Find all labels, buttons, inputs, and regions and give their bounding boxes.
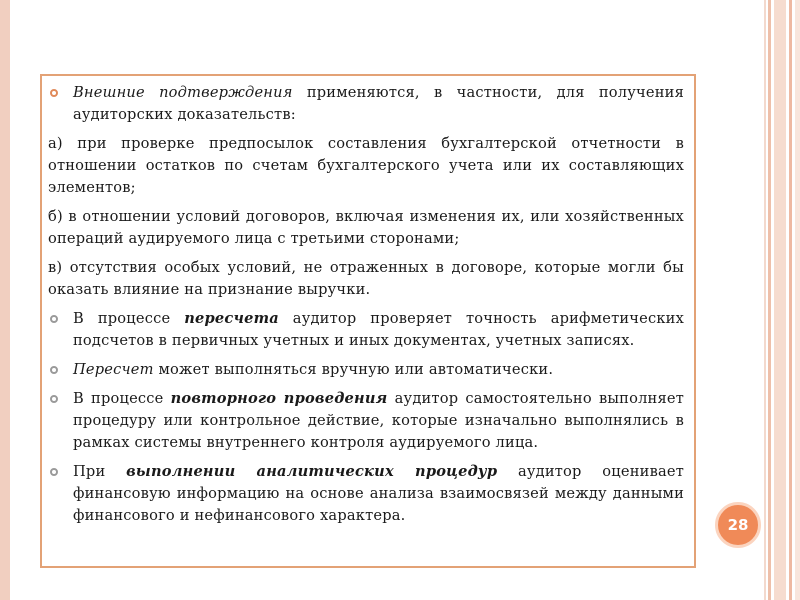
- bullet-paragraph: [48, 308, 684, 352]
- text-run: аудитор самостоятельно выполняет процедуру или контрольное действие, которые изначально выполнялись в рамках системы внутреннего контроля аудируемого лица.: [73, 390, 685, 451]
- stripe: [795, 0, 800, 600]
- list-item: [48, 257, 684, 301]
- bullet-circle-icon: [50, 395, 58, 403]
- list-item: [48, 206, 684, 250]
- list-item: [48, 133, 684, 199]
- bullet-circle-icon: [50, 468, 58, 476]
- text-run: В процессе: [73, 390, 171, 407]
- bullet-circle-icon: [50, 315, 58, 323]
- left-decorative-stripe: [0, 0, 10, 600]
- bullet-paragraph: [48, 82, 684, 126]
- page-number: 28: [727, 516, 749, 534]
- text-run: а) при проверке предпосылок составления бухгалтерской отчетности в отношении остатков по счетам бухгалтерского учета или их составляющих элементов;: [48, 135, 684, 196]
- stripe: [789, 0, 792, 600]
- emphasis-text: Внешние подтверждения: [73, 84, 293, 101]
- text-run: б) в отношении условий договоров, включая изменения их, или хозяйственных операций аудируемого лица с третьими сторонами;: [48, 208, 684, 247]
- stripe: [774, 0, 786, 600]
- text-run: применяются, в частности, для получения аудиторских доказательств:: [73, 84, 684, 123]
- bullet-circle-icon: [50, 89, 58, 97]
- bullet-circle-icon: [50, 366, 58, 374]
- text-run: в) отсутствия особых условий, не отраженных в договоре, которые могли бы оказать влияние на признание выручки.: [48, 259, 684, 298]
- text-run: В процессе: [73, 310, 185, 327]
- text-run: аудитор проверяет точность арифметических подсчетов в первичных учетных и иных документах, учетных записях.: [73, 310, 685, 349]
- stripe: [768, 0, 771, 600]
- bullet-paragraph: [48, 359, 684, 381]
- text-run: может выполняться вручную или автоматически.: [153, 361, 554, 378]
- stripe: [764, 0, 766, 600]
- emphasis-text: Пересчет: [73, 361, 154, 378]
- text-run: аудитор оценивает финансовую информацию на основе анализа взаимосвязей между данными финансового и нефинансового характера.: [73, 463, 684, 524]
- page-number-badge: [715, 502, 761, 548]
- emphasis-text: повторного проведения: [170, 390, 388, 407]
- text-run: При: [73, 463, 127, 480]
- bullet-paragraph: [48, 461, 684, 527]
- emphasis-text: пересчета: [184, 310, 279, 327]
- bullet-paragraph: [48, 388, 684, 454]
- slide-content-box: [40, 74, 696, 568]
- right-decorative-stripes: [764, 0, 800, 600]
- emphasis-text: выполнении аналитических процедур: [126, 463, 498, 480]
